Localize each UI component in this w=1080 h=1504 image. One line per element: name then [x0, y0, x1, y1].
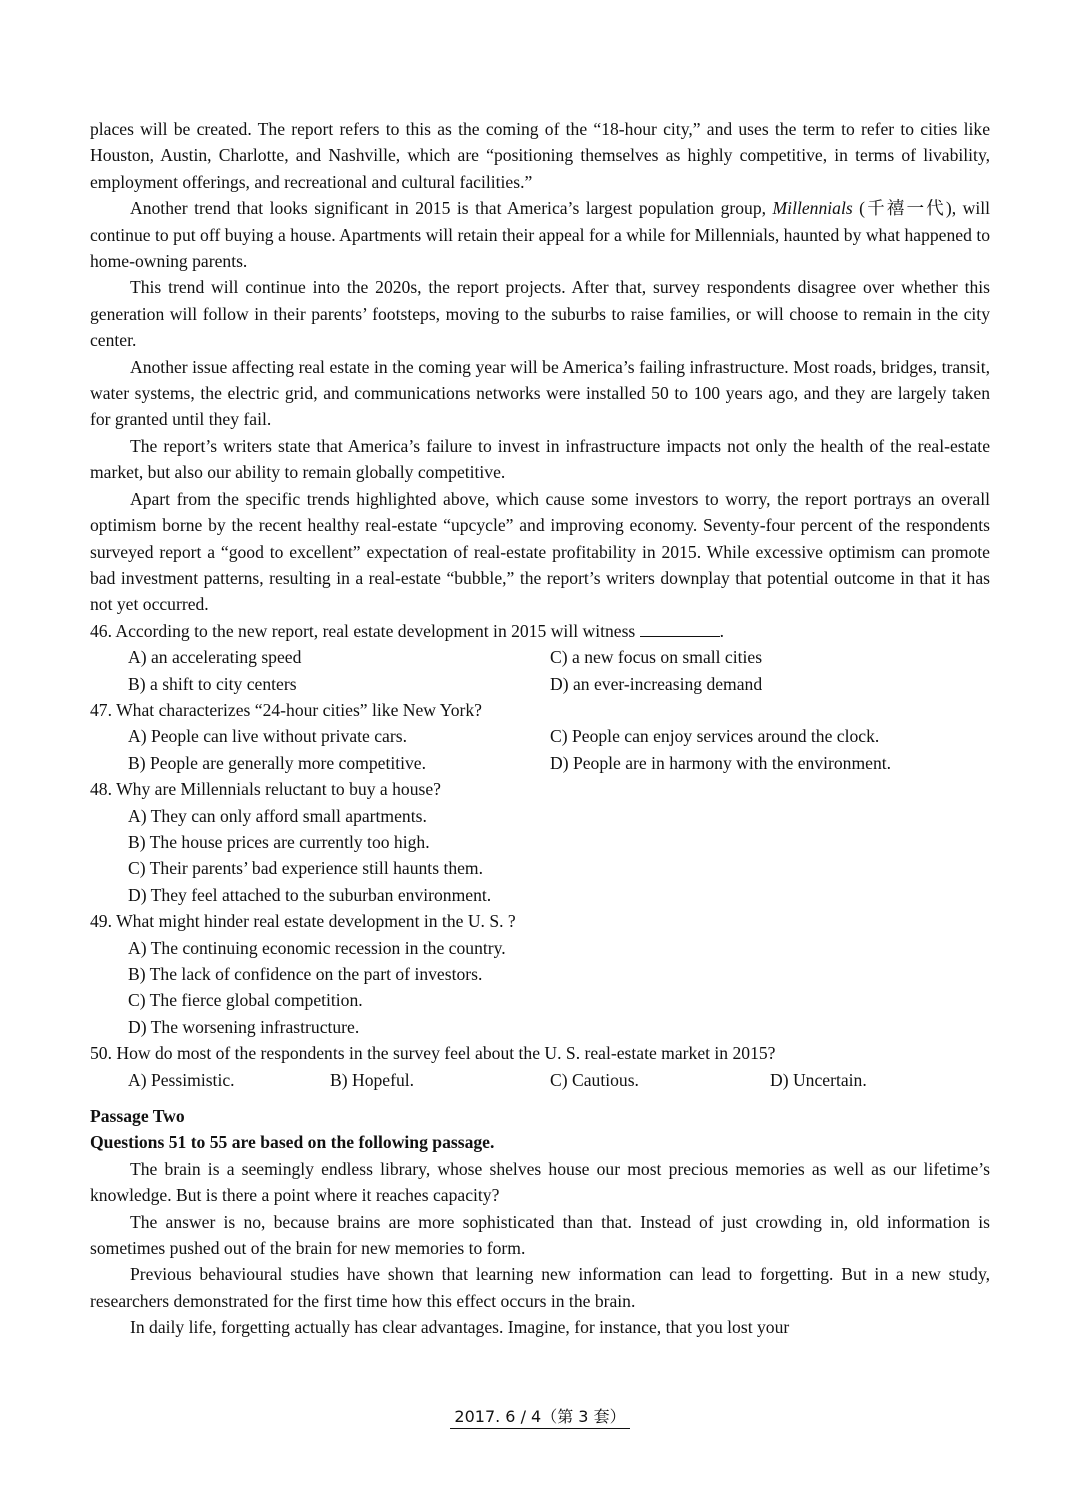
question-stem: 47. What characterizes “24-hour cities” like New York? [90, 699, 482, 720]
passage-paragraph: In daily life, forgetting actually has clear advantages. Imagine, for instance, that you lost your [130, 1317, 790, 1338]
question-46 [90, 618, 990, 697]
answer-blank [640, 620, 720, 637]
answer-option-a[interactable]: A) Pessimistic. [128, 1069, 235, 1090]
answer-option-c[interactable]: C) Cautious. [550, 1069, 639, 1090]
section-instruction: Questions 51 to 55 are based on the following passage. [90, 1132, 495, 1153]
question-stem [90, 618, 990, 644]
answer-option-c[interactable]: C) Their parents’ bad experience still haunts them. [128, 858, 484, 879]
answer-options [90, 644, 990, 697]
question-50 [90, 1040, 990, 1093]
footer-label: 2017. 6 / 4（第 3 套） [450, 1407, 629, 1429]
question-48 [90, 776, 990, 908]
answer-option-c[interactable]: C) People can enjoy services around the clock. [550, 726, 880, 747]
answer-option-b[interactable]: B) Hopeful. [330, 1069, 415, 1090]
passage-paragraph: places will be created. The report refers to this as the coming of the “18-hour city,” and uses the term to refer to cities like Houston, Austin, Charlotte, and Nashville, which are “positioning themselves as highly competitive, in terms of livability, employment offerings, and recreational and cultural facilities.” [90, 119, 990, 192]
passage-two [90, 1156, 990, 1341]
passage-paragraph: Previous behavioural studies have shown that learning new information can lead to forgetting. But in a new study, researchers demonstrated for the first time how this effect occurs in the brain. [90, 1264, 990, 1311]
answer-option-b[interactable]: B) People are generally more competitive. [128, 752, 427, 773]
answer-option-d[interactable]: D) an ever-increasing demand [550, 673, 763, 694]
section-title: Passage Two [90, 1106, 185, 1127]
page-footer [0, 1404, 1080, 1427]
passage-one [90, 116, 990, 1341]
answer-option-a[interactable]: A) They can only afford small apartments. [128, 805, 427, 826]
answer-options [90, 723, 990, 776]
answer-option-d[interactable]: D) People are in harmony with the environment. [550, 752, 892, 773]
paragraph-text: Another trend that looks significant in 2015 is that America’s largest population group, [130, 198, 773, 219]
passage-paragraph: Another issue affecting real estate in the coming year will be America’s failing infrastructure. Most roads, bridges, transit, water systems, the electric grid, and communications networks were installed 50 to 100 years ago, and they are largely taken for granted until they fail. [90, 356, 990, 430]
answer-options [90, 1067, 990, 1093]
answer-option-b[interactable]: B) a shift to city centers [128, 673, 297, 694]
paragraph-text: (千禧一代), will continue to put off buying a house. Apartments will retain their appeal for a while for Millennials, haunted by what happened to home-owning parents. [90, 198, 990, 272]
answer-option-d[interactable]: D) Uncertain. [770, 1069, 867, 1090]
question-stem-end: . [719, 620, 725, 641]
answer-option-a[interactable]: A) The continuing economic recession in the country. [128, 937, 506, 958]
answer-option-a[interactable]: A) People can live without private cars. [128, 726, 407, 747]
answer-option-b[interactable]: B) The lack of confidence on the part of investors. [128, 964, 483, 984]
answer-options [90, 935, 990, 1041]
answer-options [90, 803, 990, 909]
answer-option-a[interactable]: A) an accelerating speed [128, 647, 302, 668]
answer-option-d[interactable]: D) They feel attached to the suburban environment. [128, 884, 492, 905]
passage-paragraph: The brain is a seemingly endless library, whose shelves house our most precious memories as well as our lifetime’s knowledge. But is there a point where it reaches capacity? [90, 1158, 990, 1206]
question-stem: 49. What might hinder real estate development in the U. S. ? [90, 911, 516, 932]
passage-paragraph: The report’s writers state that America’s failure to invest in infrastructure impacts not only the health of the real-estate market, but also our ability to remain globally competitive. [90, 435, 990, 483]
question-stem: 50. How do most of the respondents in the survey feel about the U. S. real-estate market in 2015? [90, 1043, 776, 1064]
answer-option-c[interactable]: C) a new focus on small cities [550, 647, 763, 668]
answer-option-d[interactable]: D) The worsening infrastructure. [128, 1016, 360, 1037]
passage-paragraph: Apart from the specific trends highlighted above, which cause some investors to worry, the report portrays an overall optimism borne by the recent healthy real-estate “upcycle” and improving economy. Seventy-four percent of the respondents surveyed report a “good to excellent” expectation of real-estate profitability in 2015. While excessive optimism can promote bad investment patterns, resulting in a real-estate “bubble,” the report’s writers downplay that potential outcome in that it has not yet occurred. [90, 488, 990, 615]
answer-option-c[interactable]: C) The fierce global competition. [128, 990, 363, 1011]
question-stem-text: 46. According to the new report, real estate development in 2015 will witness [90, 620, 640, 641]
passage-paragraph: This trend will continue into the 2020s, the report projects. After that, survey respondents disagree over whether this generation will follow in their parents’ footsteps, moving to the suburbs to raise families, or will choose to remain in the city center. [90, 277, 990, 351]
question-49 [90, 908, 990, 1040]
passage-paragraph-millennials [90, 195, 990, 274]
paragraph-italic-term: Millennials [772, 198, 853, 219]
question-47 [90, 697, 990, 776]
answer-option-b[interactable]: B) The house prices are currently too high. [128, 831, 430, 852]
question-stem: 48. Why are Millennials reluctant to buy a house? [90, 779, 441, 800]
passage-paragraph: The answer is no, because brains are more sophisticated than that. Instead of just crowding in, old information is sometimes pushed out of the brain for new memories to form. [90, 1211, 990, 1259]
